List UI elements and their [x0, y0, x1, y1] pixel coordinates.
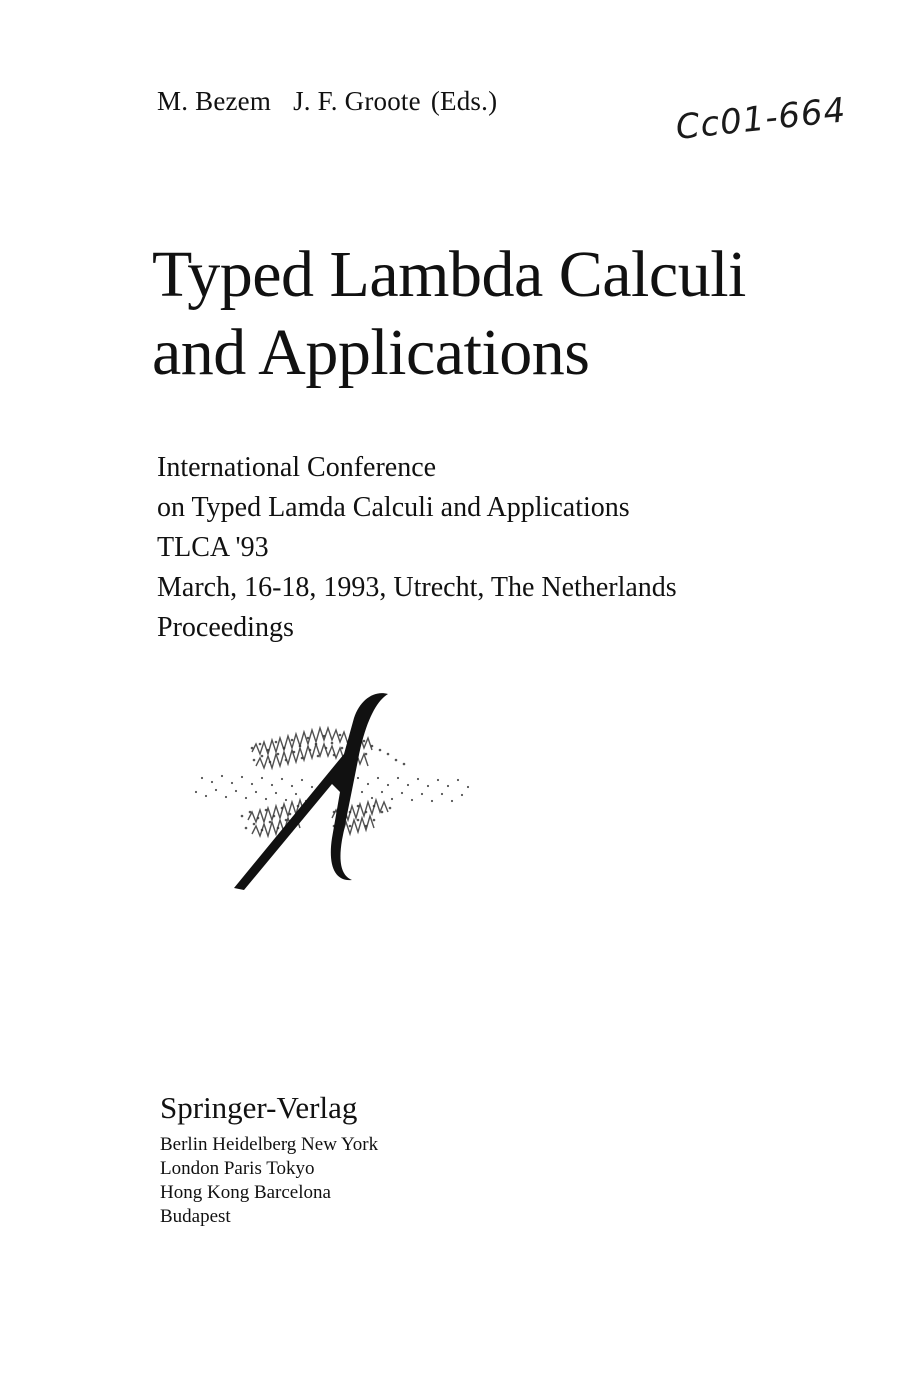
editor-name-1: M. Bezem	[157, 86, 272, 116]
editors-role: (Eds.)	[430, 86, 498, 116]
publisher-city-line: Budapest	[160, 1206, 231, 1227]
handwritten-call-number: Cc01-664	[673, 90, 849, 148]
book-title	[152, 236, 746, 392]
publisher-cities	[160, 1133, 378, 1229]
publisher-name: Springer-Verlag	[160, 1090, 358, 1125]
conference-line-3: TLCA '93	[157, 532, 269, 563]
conference-line-4: March, 16-18, 1993, Utrecht, The Netherlands	[157, 572, 677, 603]
publisher-city-line: London Paris Tokyo	[160, 1158, 315, 1179]
book-title-line-1: Typed Lambda Calculi	[152, 238, 746, 311]
lambda-logo-icon	[182, 688, 482, 894]
conference-line-1: International Conference	[157, 452, 437, 483]
conference-line-5: Proceedings	[157, 612, 294, 643]
publisher-city-line: Hong Kong Barcelona	[160, 1182, 331, 1203]
conference-line-2: on Typed Lamda Calculi and Applications	[157, 492, 630, 523]
editor-name-2: J. F. Groote	[293, 86, 421, 116]
publisher-city-line: Berlin Heidelberg New York	[160, 1134, 379, 1155]
book-title-line-2: and Applications	[152, 316, 590, 389]
conference-subtitle	[157, 448, 677, 648]
lambda-glyph	[234, 693, 388, 890]
editors-line	[157, 86, 497, 117]
